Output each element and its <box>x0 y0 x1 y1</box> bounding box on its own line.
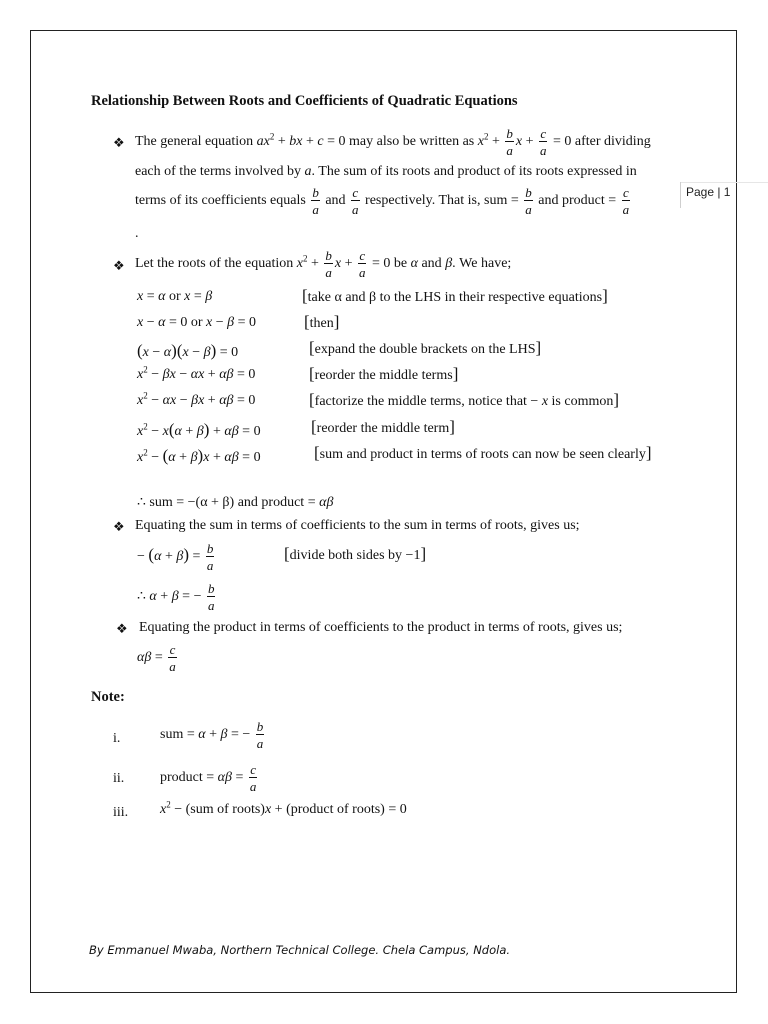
para1-line2: each of the terms involved by a. The sum of its roots and product of its roots expressed in <box>135 164 637 179</box>
footer-credit: By Emmanuel Mwaba, Northern Technical College. Chela Campus, Ndola. <box>89 943 511 957</box>
step-4-comment: [reorder the middle terms] <box>309 364 459 383</box>
page-number: Page | 1 <box>686 185 731 199</box>
step-7-eq: $x^2 - (\alpha + \beta)x + \alpha\beta = 0$ <box>137 446 261 465</box>
bullet-icon: ❖ <box>113 135 125 150</box>
note-1: sum = α + β = − $\frac{b}{a}$ <box>160 719 264 751</box>
step-3-eq: (x − α)(x − β) = 0 <box>137 341 239 360</box>
divide-comment: [divide both sides by −1] <box>284 544 427 563</box>
equation-sum-result: ∴ α + β = − $\frac{b}{a}$ <box>137 581 215 613</box>
step-6-comment: [reorder the middle term] <box>311 417 455 436</box>
para2-line: Let the roots of the equation $x^2$ + $\frac{b}{a}$ x + $\frac{c}{a}$ = 0 be α and β. We have; <box>135 248 512 280</box>
note-2: product = αβ = $\frac{c}{a}$ <box>160 762 257 794</box>
document-title: Relationship Between Roots and Coefficients of Quadratic Equations <box>91 93 518 109</box>
step-1-comment: [take α and β to the LHS in their respective equations] <box>302 286 608 305</box>
bullet-icon: ❖ <box>113 519 125 534</box>
para1-line1: The general equation $ax^2$ + bx + c = 0 may also be written as $x^2$ + $\frac{b}{a}$ x + $\frac{c}{a}$ = 0 after dividing <box>135 126 651 158</box>
note-3-num: iii. <box>113 805 129 820</box>
note-heading: Note: <box>91 689 125 705</box>
step-2-comment: [then] <box>304 312 340 331</box>
step-4-eq: $x^2 - \beta x - \alpha x + \alpha\beta = 0$ <box>137 364 256 382</box>
bullet-icon: ❖ <box>113 258 125 273</box>
bullet-1 <box>113 135 125 152</box>
para4: Equating the product in terms of coefficients to the product in terms of roots, gives us; <box>139 620 623 635</box>
para1-dot: . <box>135 226 139 241</box>
step-7-comment: [sum and product in terms of roots can now be seen clearly] <box>314 443 652 462</box>
para1-line3: terms of its coefficients equals $\frac{b}{a}$ and $\frac{c}{a}$ respectively. That is, sum = $\frac{b}{a}$ and product = $\frac{c}{a}$ <box>135 185 630 217</box>
step-1-eq: x = α or x = β <box>137 289 213 304</box>
note-3: $x^2 - (sum$ of roots)x + (product of roots) = 0 <box>160 799 407 817</box>
step-6-eq: $x^2 - x(\alpha + \beta) + \alpha\beta = 0$ <box>137 420 261 439</box>
step-5-eq: $x^2 - \alpha x - \beta x + \alpha\beta = 0$ <box>137 390 256 408</box>
equation-sum: − (α + β) = $\frac{b}{a}$ <box>137 540 214 573</box>
step-3-comment: [expand the double brackets on the LHS] <box>309 338 542 357</box>
step-5-comment: [factorize the middle terms, notice that − x is common] <box>309 390 620 409</box>
bullet-2 <box>113 258 125 275</box>
note-1-num: i. <box>113 731 121 746</box>
bullet-icon: ❖ <box>116 621 128 636</box>
bullet-4 <box>116 621 128 638</box>
para3: Equating the sum in terms of coefficients to the sum in terms of roots, gives us; <box>135 518 580 533</box>
step-2-eq: x − α = 0 or x − β = 0 <box>137 315 257 330</box>
note-2-num: ii. <box>113 771 125 786</box>
bullet-3 <box>113 519 125 536</box>
equation-product: αβ = $\frac{c}{a}$ <box>137 642 176 674</box>
conclusion: ∴ sum = −(α + β) and product = αβ <box>137 495 334 510</box>
